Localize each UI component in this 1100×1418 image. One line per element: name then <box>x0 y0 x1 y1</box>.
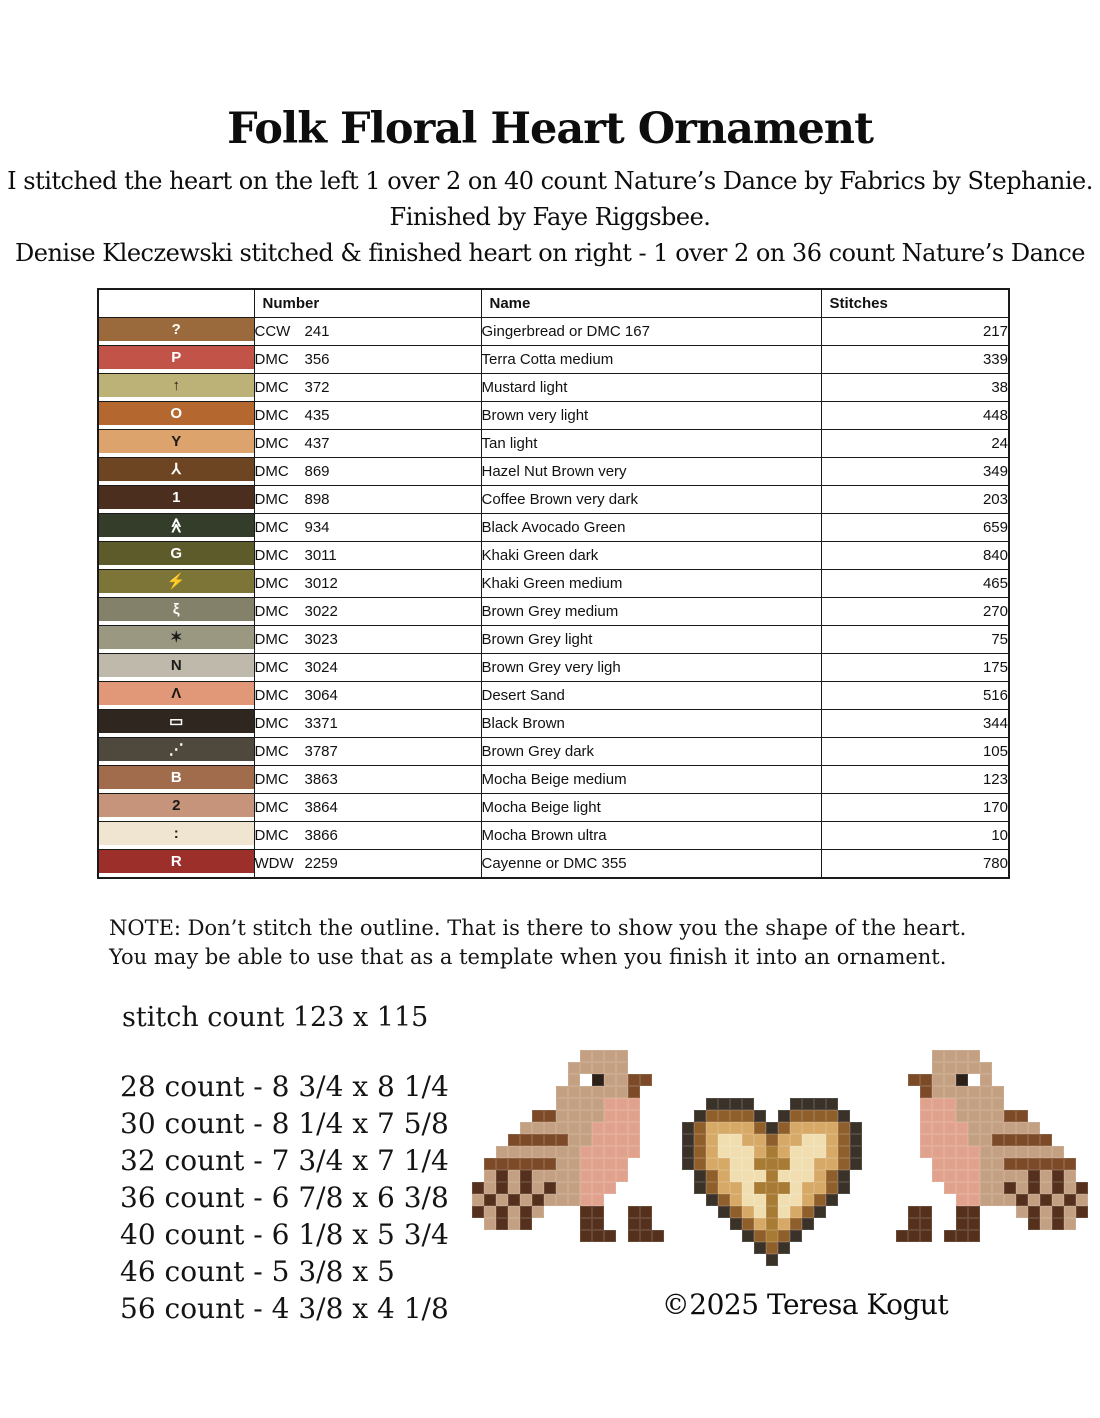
stitch-symbol: B <box>170 769 182 786</box>
stitch-count-cell: 448 <box>821 402 1009 430</box>
color-swatch <box>99 514 254 537</box>
thread-name-cell: Coffee Brown very dark <box>481 486 821 514</box>
symbol-swatch-cell <box>98 570 254 598</box>
thread-name-cell: Brown Grey medium <box>481 598 821 626</box>
stitch-count-cell: 344 <box>821 710 1009 738</box>
stitch-count-cell: 75 <box>821 626 1009 654</box>
stitch-symbol: R <box>170 853 182 870</box>
legend-row <box>98 318 1009 346</box>
subtitle-line: Denise Kleczewski stitched & finished heart on right - 1 over 2 on 36 count Nature’s Dance <box>15 239 1085 267</box>
legend-row <box>98 738 1009 766</box>
thread-brand: DMC <box>254 743 289 760</box>
stitch-symbol: ⅄ <box>171 461 181 478</box>
symbol-swatch-cell <box>98 486 254 514</box>
stitch-count-cell: 123 <box>821 766 1009 794</box>
stitch-count-cell: 465 <box>821 570 1009 598</box>
thread-code: 3024 <box>304 659 338 676</box>
stitch-symbol: P <box>171 349 182 366</box>
color-swatch <box>99 654 254 677</box>
thread-name-cell: Khaki Green medium <box>481 570 821 598</box>
stitch-symbol: G <box>170 545 183 562</box>
thread-code: 241 <box>304 323 330 340</box>
thread-brand: DMC <box>254 827 289 844</box>
thread-number-cell <box>254 570 481 598</box>
color-swatch <box>99 486 254 509</box>
symbol-column-header <box>98 289 254 318</box>
legend-row <box>98 570 1009 598</box>
thread-brand: CCW <box>254 323 291 340</box>
thread-name-cell: Brown very light <box>481 402 821 430</box>
stitch-count-cell: 270 <box>821 598 1009 626</box>
stitch-symbol: ⋰ <box>168 741 184 758</box>
thread-name-cell: Mocha Beige medium <box>481 766 821 794</box>
thread-name-cell: Brown Grey light <box>481 626 821 654</box>
stitch-symbol: 2 <box>172 797 181 814</box>
thread-number-cell <box>254 850 481 879</box>
thread-brand: DMC <box>254 687 289 704</box>
color-swatch <box>99 458 254 481</box>
color-swatch <box>99 850 254 873</box>
stitch-count-cell: 516 <box>821 682 1009 710</box>
thread-brand: DMC <box>254 379 289 396</box>
thread-number-cell <box>254 458 481 486</box>
thread-brand: DMC <box>254 603 289 620</box>
symbol-swatch-cell <box>98 738 254 766</box>
symbol-swatch-cell <box>98 514 254 542</box>
thread-brand: DMC <box>254 631 289 648</box>
symbol-swatch-cell <box>98 626 254 654</box>
thread-brand: DMC <box>254 491 289 508</box>
thread-code: 2259 <box>304 855 338 872</box>
thread-number-cell <box>254 402 481 430</box>
stitch-count-cell: 170 <box>821 794 1009 822</box>
color-swatch <box>99 570 254 593</box>
count-size-item: 56 count - 4 3/8 x 4 1/8 <box>120 1292 449 1325</box>
thread-name-cell: Khaki Green dark <box>481 542 821 570</box>
thread-name-cell: Mustard light <box>481 374 821 402</box>
stitch-symbol: : <box>173 825 179 842</box>
thread-code: 3866 <box>304 827 338 844</box>
symbol-swatch-cell <box>98 346 254 374</box>
legend-row <box>98 486 1009 514</box>
subtitle-line: Finished by Faye Riggsbee. <box>389 203 711 231</box>
thread-code: 435 <box>304 407 330 424</box>
color-swatch <box>99 738 254 761</box>
thread-brand: DMC <box>254 659 289 676</box>
count-size-item: 32 count - 7 3/4 x 7 1/4 <box>120 1144 449 1177</box>
legend-header-row <box>98 289 1009 318</box>
legend-row <box>98 402 1009 430</box>
note-line: You may be able to use that as a template when you finish it into an ornament. <box>109 945 947 969</box>
thread-name-cell: Black Brown <box>481 710 821 738</box>
symbol-swatch-cell <box>98 374 254 402</box>
color-swatch <box>99 766 254 789</box>
color-swatch <box>99 542 254 565</box>
thread-brand: DMC <box>254 407 289 424</box>
stitch-count-cell: 780 <box>821 850 1009 879</box>
thread-number-cell <box>254 682 481 710</box>
symbol-swatch-cell <box>98 458 254 486</box>
thread-number-cell <box>254 710 481 738</box>
bird-left-motif <box>472 1050 676 1242</box>
legend-row <box>98 682 1009 710</box>
thread-code: 3863 <box>304 771 338 788</box>
symbol-swatch-cell <box>98 430 254 458</box>
thread-legend <box>97 288 1010 879</box>
thread-name-cell: Brown Grey dark <box>481 738 821 766</box>
stitch-count-cell: 349 <box>821 458 1009 486</box>
heart-motif <box>682 1098 862 1266</box>
note-text <box>109 914 1029 972</box>
thread-code: 3023 <box>304 631 338 648</box>
stitch-symbol: ≪ <box>167 517 185 534</box>
thread-code: 372 <box>304 379 330 396</box>
legend-row <box>98 514 1009 542</box>
color-swatch <box>99 318 254 341</box>
count-size-item: 36 count - 6 7/8 x 6 3/8 <box>120 1181 449 1214</box>
stitch-symbol: ▭ <box>169 713 184 730</box>
stitch-count-label: stitch count 123 x 115 <box>122 1002 429 1033</box>
thread-code: 3787 <box>304 743 338 760</box>
symbol-swatch-cell <box>98 710 254 738</box>
count-size-item: 46 count - 5 3/8 x 5 <box>120 1255 395 1288</box>
thread-brand: DMC <box>254 771 289 788</box>
stitch-symbol: N <box>170 657 182 674</box>
symbol-swatch-cell <box>98 318 254 346</box>
thread-name-cell: Hazel Nut Brown very <box>481 458 821 486</box>
legend-row <box>98 598 1009 626</box>
thread-code: 934 <box>304 519 330 536</box>
count-size-item: 28 count - 8 3/4 x 8 1/4 <box>120 1070 449 1103</box>
symbol-swatch-cell <box>98 542 254 570</box>
thread-number-cell <box>254 430 481 458</box>
legend-row <box>98 794 1009 822</box>
legend-row <box>98 822 1009 850</box>
thread-name-cell: Brown Grey very ligh <box>481 654 821 682</box>
color-swatch <box>99 626 254 649</box>
color-swatch <box>99 374 254 397</box>
thread-brand: DMC <box>254 575 289 592</box>
thread-brand: DMC <box>254 519 289 536</box>
stitch-count-cell: 840 <box>821 542 1009 570</box>
thread-number-cell <box>254 822 481 850</box>
thread-name-cell: Mocha Brown ultra <box>481 822 821 850</box>
thread-name-cell: Black Avocado Green <box>481 514 821 542</box>
legend-row <box>98 346 1009 374</box>
thread-brand: DMC <box>254 351 289 368</box>
thread-brand: DMC <box>254 715 289 732</box>
symbol-swatch-cell <box>98 682 254 710</box>
thread-code: 3864 <box>304 799 338 816</box>
thread-number-cell <box>254 514 481 542</box>
symbol-swatch-cell <box>98 402 254 430</box>
thread-brand: DMC <box>254 799 289 816</box>
name-column-header: Name <box>481 289 821 318</box>
number-column-header: Number <box>254 289 481 318</box>
thread-name-cell: Gingerbread or DMC 167 <box>481 318 821 346</box>
legend-row <box>98 766 1009 794</box>
stitch-symbol: ξ <box>172 601 180 618</box>
stitch-count-cell: 105 <box>821 738 1009 766</box>
thread-code: 437 <box>304 435 330 452</box>
subtitle-line: I stitched the heart on the left 1 over 2 on 40 count Nature’s Dance by Fabrics by Stephanie. <box>7 167 1093 195</box>
color-swatch <box>99 402 254 425</box>
count-size-item: 30 count - 8 1/4 x 7 5/8 <box>120 1107 449 1140</box>
legend-row <box>98 542 1009 570</box>
stitch-symbol: ⚡ <box>166 573 186 590</box>
subtitle <box>0 163 1100 271</box>
thread-code: 3011 <box>304 547 337 564</box>
stitch-count-cell: 175 <box>821 654 1009 682</box>
thread-number-cell <box>254 626 481 654</box>
thread-name-cell: Mocha Beige light <box>481 794 821 822</box>
color-swatch <box>99 710 254 733</box>
thread-code: 3371 <box>304 715 338 732</box>
thread-brand: DMC <box>254 463 289 480</box>
stitch-count-cell: 659 <box>821 514 1009 542</box>
thread-number-cell <box>254 794 481 822</box>
note-line: NOTE: Don’t stitch the outline. That is there to show you the shape of the heart. <box>109 916 967 940</box>
thread-code: 898 <box>304 491 330 508</box>
thread-number-cell <box>254 374 481 402</box>
color-swatch <box>99 822 254 845</box>
thread-number-cell <box>254 738 481 766</box>
bird-right-motif <box>884 1050 1088 1242</box>
page-title: Folk Floral Heart Ornament <box>227 104 873 154</box>
legend-table <box>97 288 1010 879</box>
stitches-column-header: Stitches <box>821 289 1009 318</box>
symbol-swatch-cell <box>98 598 254 626</box>
stitch-symbol: ↑ <box>172 377 180 394</box>
stitch-count-cell: 217 <box>821 318 1009 346</box>
color-swatch <box>99 346 254 369</box>
legend-row <box>98 374 1009 402</box>
stitch-count-cell: 339 <box>821 346 1009 374</box>
stitch-count-cell: 203 <box>821 486 1009 514</box>
thread-brand: WDW <box>254 855 294 872</box>
thread-number-cell <box>254 486 481 514</box>
stitch-symbol: Λ <box>171 685 182 702</box>
symbol-swatch-cell <box>98 850 254 879</box>
symbol-swatch-cell <box>98 766 254 794</box>
stitch-symbol: O <box>170 405 183 422</box>
thread-code: 3064 <box>304 687 338 704</box>
thread-name-cell: Cayenne or DMC 355 <box>481 850 821 879</box>
stitch-symbol: ✶ <box>169 629 183 646</box>
color-swatch <box>99 794 254 817</box>
thread-brand: DMC <box>254 547 289 564</box>
thread-number-cell <box>254 766 481 794</box>
legend-row <box>98 626 1009 654</box>
legend-row <box>98 458 1009 486</box>
thread-code: 356 <box>304 351 330 368</box>
stitch-symbol: 1 <box>172 489 181 506</box>
color-swatch <box>99 598 254 621</box>
stitch-count-cell: 10 <box>821 822 1009 850</box>
color-swatch <box>99 430 254 453</box>
color-swatch <box>99 682 254 705</box>
thread-name-cell: Tan light <box>481 430 821 458</box>
count-size-list <box>120 1068 449 1327</box>
thread-number-cell <box>254 654 481 682</box>
legend-row <box>98 430 1009 458</box>
symbol-swatch-cell <box>98 794 254 822</box>
thread-code: 3022 <box>304 603 338 620</box>
stitch-count-cell: 24 <box>821 430 1009 458</box>
count-size-item: 40 count - 6 1/8 x 5 3/4 <box>120 1218 449 1251</box>
thread-name-cell: Desert Sand <box>481 682 821 710</box>
thread-code: 869 <box>304 463 330 480</box>
legend-row <box>98 654 1009 682</box>
thread-number-cell <box>254 542 481 570</box>
thread-code: 3012 <box>304 575 338 592</box>
thread-number-cell <box>254 598 481 626</box>
thread-brand: DMC <box>254 435 289 452</box>
legend-row <box>98 850 1009 879</box>
symbol-swatch-cell <box>98 822 254 850</box>
thread-number-cell <box>254 318 481 346</box>
stitch-symbol: ? <box>171 321 181 338</box>
stitch-count-cell: 38 <box>821 374 1009 402</box>
thread-number-cell <box>254 346 481 374</box>
thread-name-cell: Terra Cotta medium <box>481 346 821 374</box>
symbol-swatch-cell <box>98 654 254 682</box>
stitch-symbol: Y <box>171 433 182 450</box>
legend-row <box>98 710 1009 738</box>
copyright-text: ©2025 Teresa Kogut <box>661 1288 949 1321</box>
